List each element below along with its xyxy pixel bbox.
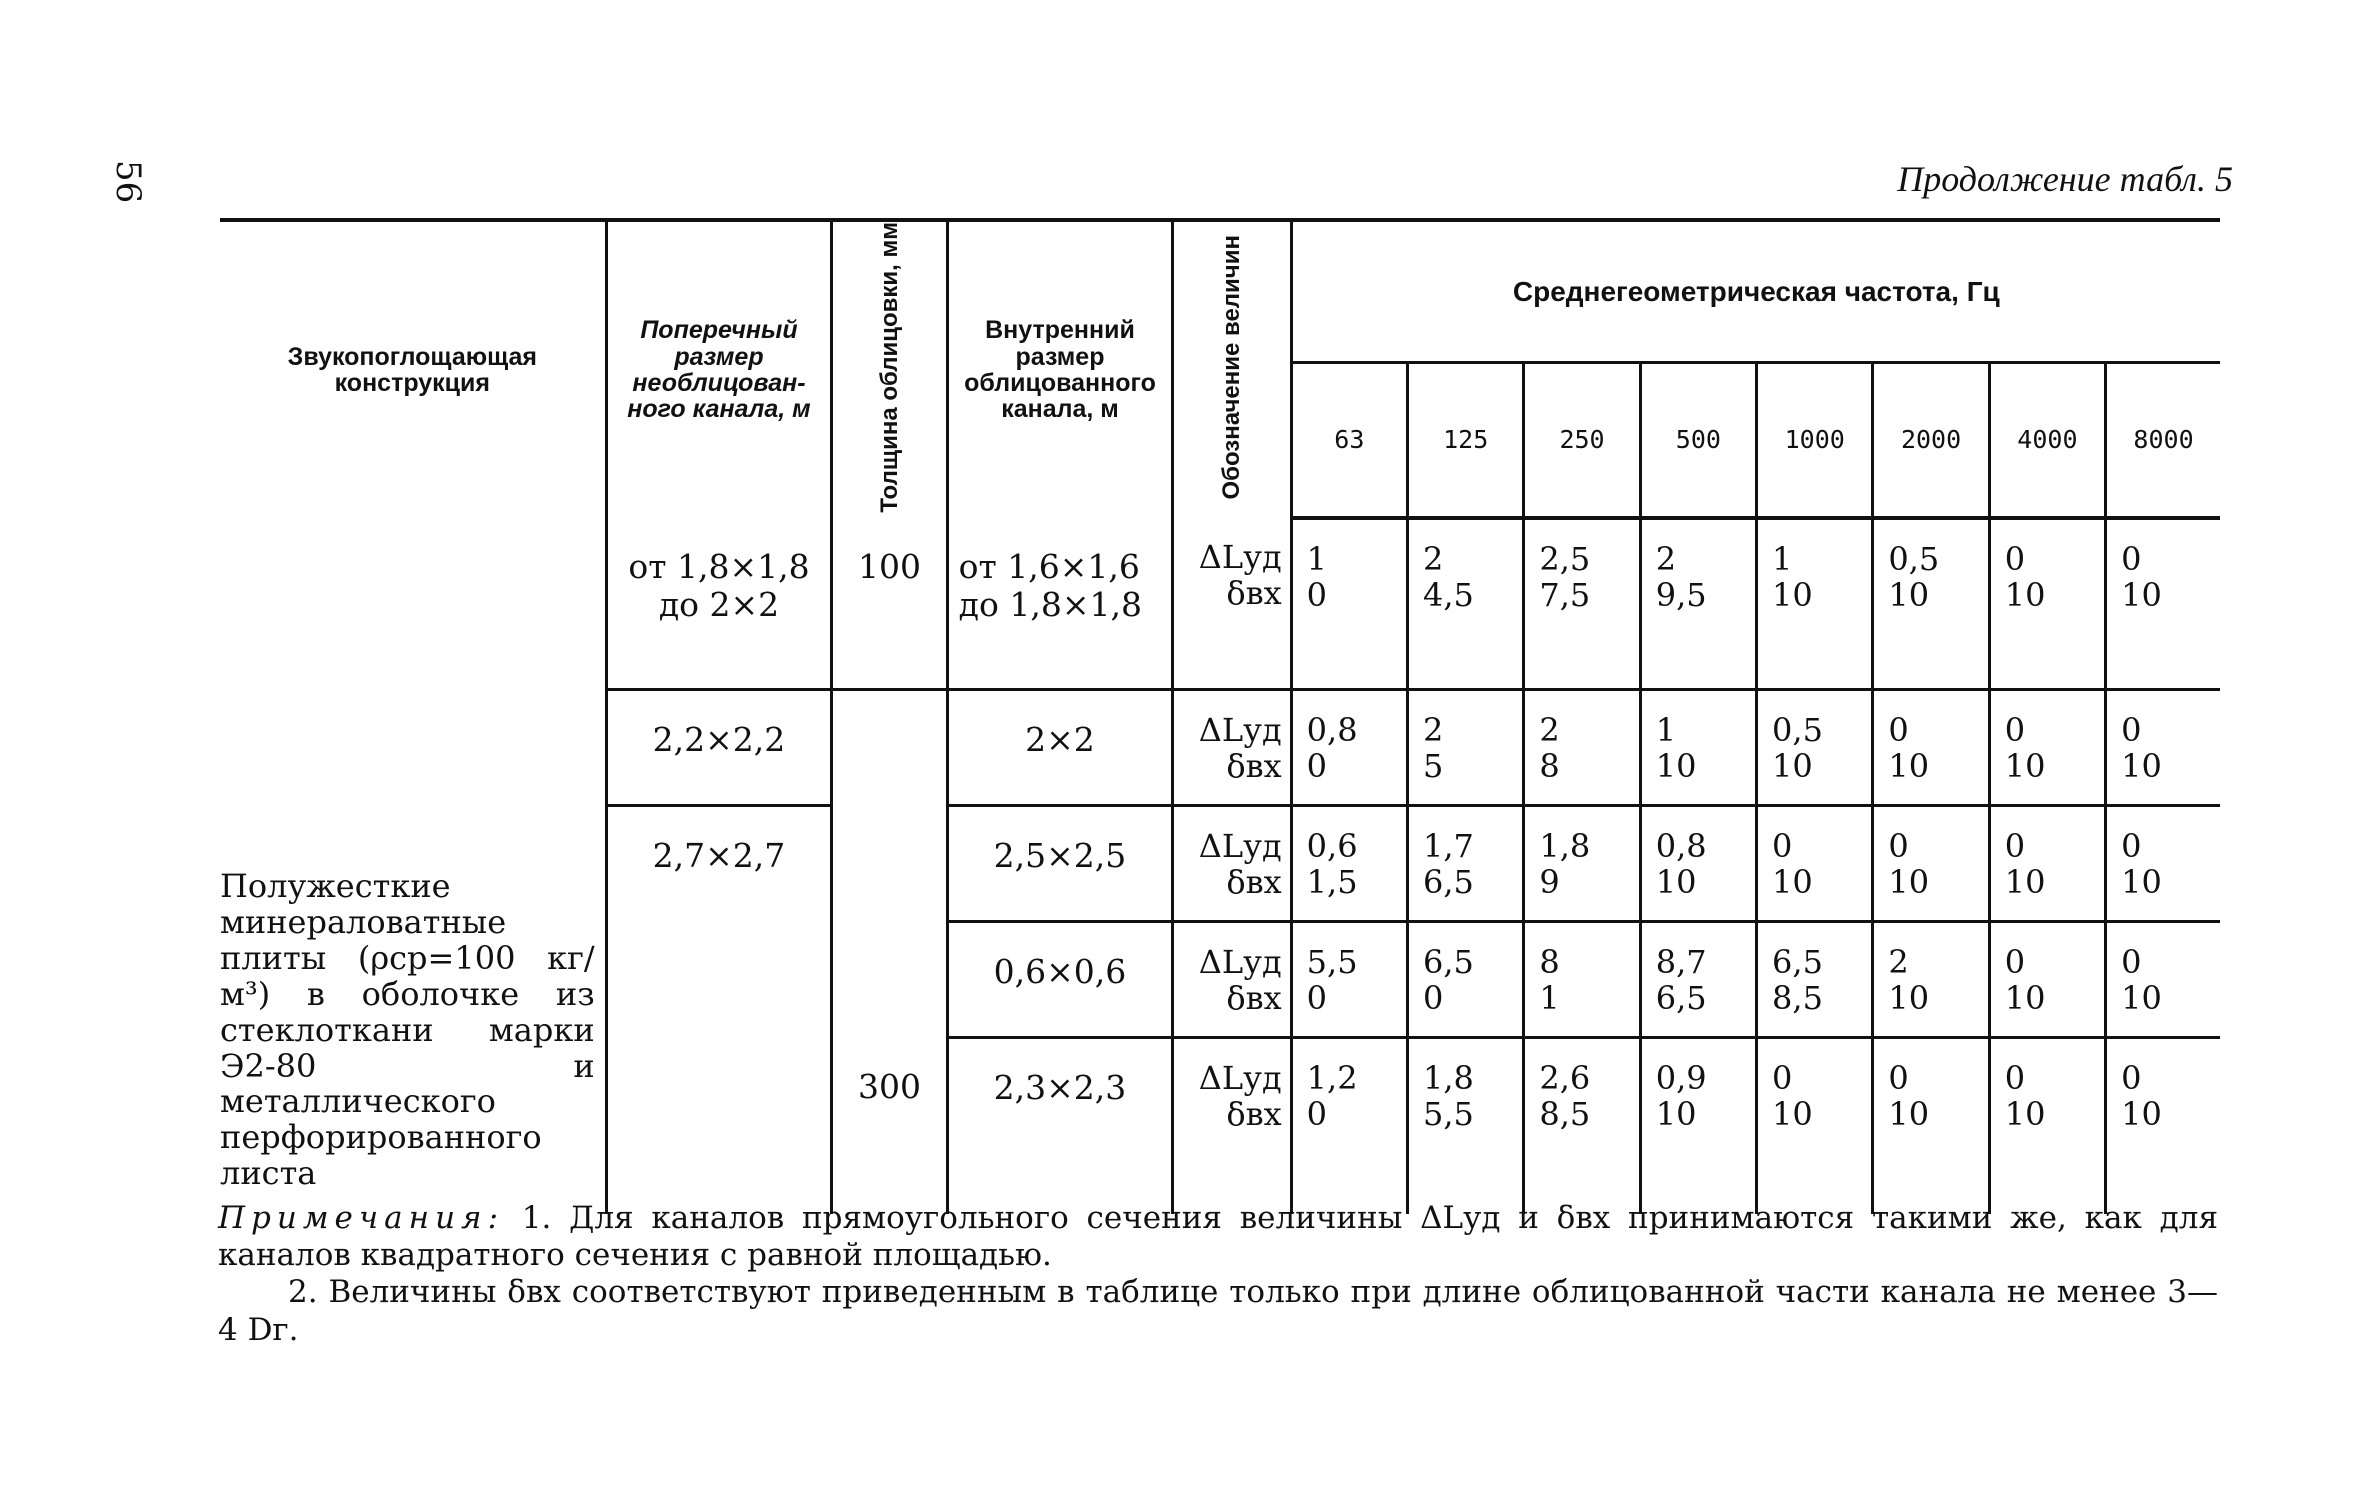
value-cell: 8,7 6,5 — [1640, 922, 1756, 1038]
value-cell: 0 10 — [1873, 806, 1989, 922]
thickness-cell: 100 — [857, 546, 921, 586]
note-1: Примечания: 1. Для каналов прямоугольного сечения величины ΔLуд и δвх принимаются такими же, как для каналов квадратного сечения с равной площадью. — [218, 1200, 2218, 1274]
value-cell: 1,2 0 — [1291, 1038, 1407, 1214]
freq-250: 250 — [1524, 362, 1640, 518]
value-cell: 0 10 — [1989, 922, 2105, 1038]
value-cell: 2 10 — [1873, 922, 1989, 1038]
thickness-cell: 300 — [857, 1066, 921, 1106]
cross-size-cell: 2,2×2,2 — [652, 720, 786, 760]
value-cell: 1 10 — [1757, 518, 1873, 690]
value-cell: 1,7 6,5 — [1408, 806, 1524, 922]
thickness-cell — [833, 691, 945, 721]
value-cell: 0 10 — [2106, 1038, 2220, 1214]
value-cell: 6,5 8,5 — [1757, 922, 1873, 1038]
value-cell: 0 10 — [1873, 1038, 1989, 1214]
header-designation: Обозначение величин — [1173, 220, 1291, 518]
cross-size-cell: от 1,8×1,8 до 2×2 — [628, 546, 810, 624]
value-cell: 0 10 — [1757, 806, 1873, 922]
inner-size-cell: 2,5×2,5 — [993, 836, 1127, 876]
header-construction: Звукопоглощающая конструкция — [220, 220, 606, 518]
notes — [218, 1200, 2218, 1349]
value-cell: 0 10 — [1989, 1038, 2105, 1214]
continuation-label: Продолжение табл. 5 — [1897, 159, 2233, 199]
header-frequency: Среднегеометрическая частота, Гц — [1291, 220, 2220, 362]
notes-lead: Примечания: — [218, 1200, 505, 1236]
designation-cell: ΔLуд δвх — [1173, 518, 1291, 690]
value-cell: 6,5 0 — [1408, 922, 1524, 1038]
header-inner-size: Внутренний размер облицованного канала, м — [947, 220, 1173, 518]
value-cell: 0 10 — [2106, 518, 2220, 690]
value-cell: 2 9,5 — [1640, 518, 1756, 690]
value-cell: 8 1 — [1524, 922, 1640, 1038]
inner-size-cell: 2,3×2,3 — [993, 1068, 1127, 1108]
data-table-wrapper — [220, 218, 2220, 1214]
value-cell: 0 10 — [1757, 1038, 1873, 1214]
freq-63: 63 — [1291, 362, 1407, 518]
value-cell: 0,5 10 — [1757, 690, 1873, 806]
designation-cell: ΔLуд δвх — [1173, 806, 1291, 922]
value-cell: 1,8 5,5 — [1408, 1038, 1524, 1214]
designation-cell: ΔLуд δвх — [1173, 690, 1291, 806]
value-cell: 0 10 — [1989, 518, 2105, 690]
header-cross-size: Поперечный размер необлицован-ного канала, м — [606, 220, 832, 518]
cross-size-cell: 2,7×2,7 — [652, 836, 786, 876]
value-cell: 0 10 — [1989, 690, 2105, 806]
value-cell: 2 4,5 — [1408, 518, 1524, 690]
value-cell: 0 10 — [1873, 690, 1989, 806]
value-cell: 2,6 8,5 — [1524, 1038, 1640, 1214]
value-cell: 1,8 9 — [1524, 806, 1640, 922]
inner-size-cell: 0,6×0,6 — [993, 952, 1127, 992]
value-cell: 1 0 — [1291, 518, 1407, 690]
inner-size-cell: от 1,6×1,6 до 1,8×1,8 — [958, 546, 1142, 624]
designation-cell: ΔLуд δвх — [1173, 1038, 1291, 1214]
note-2: 2. Величины δвх соответствуют приведенным в таблице только при длине облицованной части канала не менее 3—4 Dг. — [218, 1274, 2218, 1348]
value-cell: 0,8 0 — [1291, 690, 1407, 806]
value-cell: 0,6 1,5 — [1291, 806, 1407, 922]
freq-1000: 1000 — [1757, 362, 1873, 518]
value-cell: 2 5 — [1408, 690, 1524, 806]
value-cell: 2,5 7,5 — [1524, 518, 1640, 690]
freq-125: 125 — [1408, 362, 1524, 518]
freq-8000: 8000 — [2106, 362, 2220, 518]
value-cell: 2 8 — [1524, 690, 1640, 806]
value-cell: 0,5 10 — [1873, 518, 1989, 690]
value-cell: 5,5 0 — [1291, 922, 1407, 1038]
value-cell: 0 10 — [2106, 690, 2220, 806]
value-cell: 0,9 10 — [1640, 1038, 1756, 1214]
value-cell: 0 10 — [2106, 806, 2220, 922]
designation-cell: ΔLуд δвх — [1173, 922, 1291, 1038]
value-cell: 0,8 10 — [1640, 806, 1756, 922]
freq-4000: 4000 — [1989, 362, 2105, 518]
freq-500: 500 — [1640, 362, 1756, 518]
page-number: 56 — [108, 160, 148, 204]
header-thickness: Толщина облицовки, мм — [832, 220, 947, 518]
value-cell: 0 10 — [1989, 806, 2105, 922]
acoustic-table — [220, 218, 2220, 1214]
freq-2000: 2000 — [1873, 362, 1989, 518]
inner-size-cell: 2×2 — [1025, 720, 1095, 760]
construction-description: Полужесткие минераловатные плиты (ρср=100 кг/м³) в оболочке из стеклоткани марки Э2-80 и металлического перфорированного листа — [220, 518, 606, 1214]
value-cell: 0 10 — [2106, 922, 2220, 1038]
value-cell: 1 10 — [1640, 690, 1756, 806]
